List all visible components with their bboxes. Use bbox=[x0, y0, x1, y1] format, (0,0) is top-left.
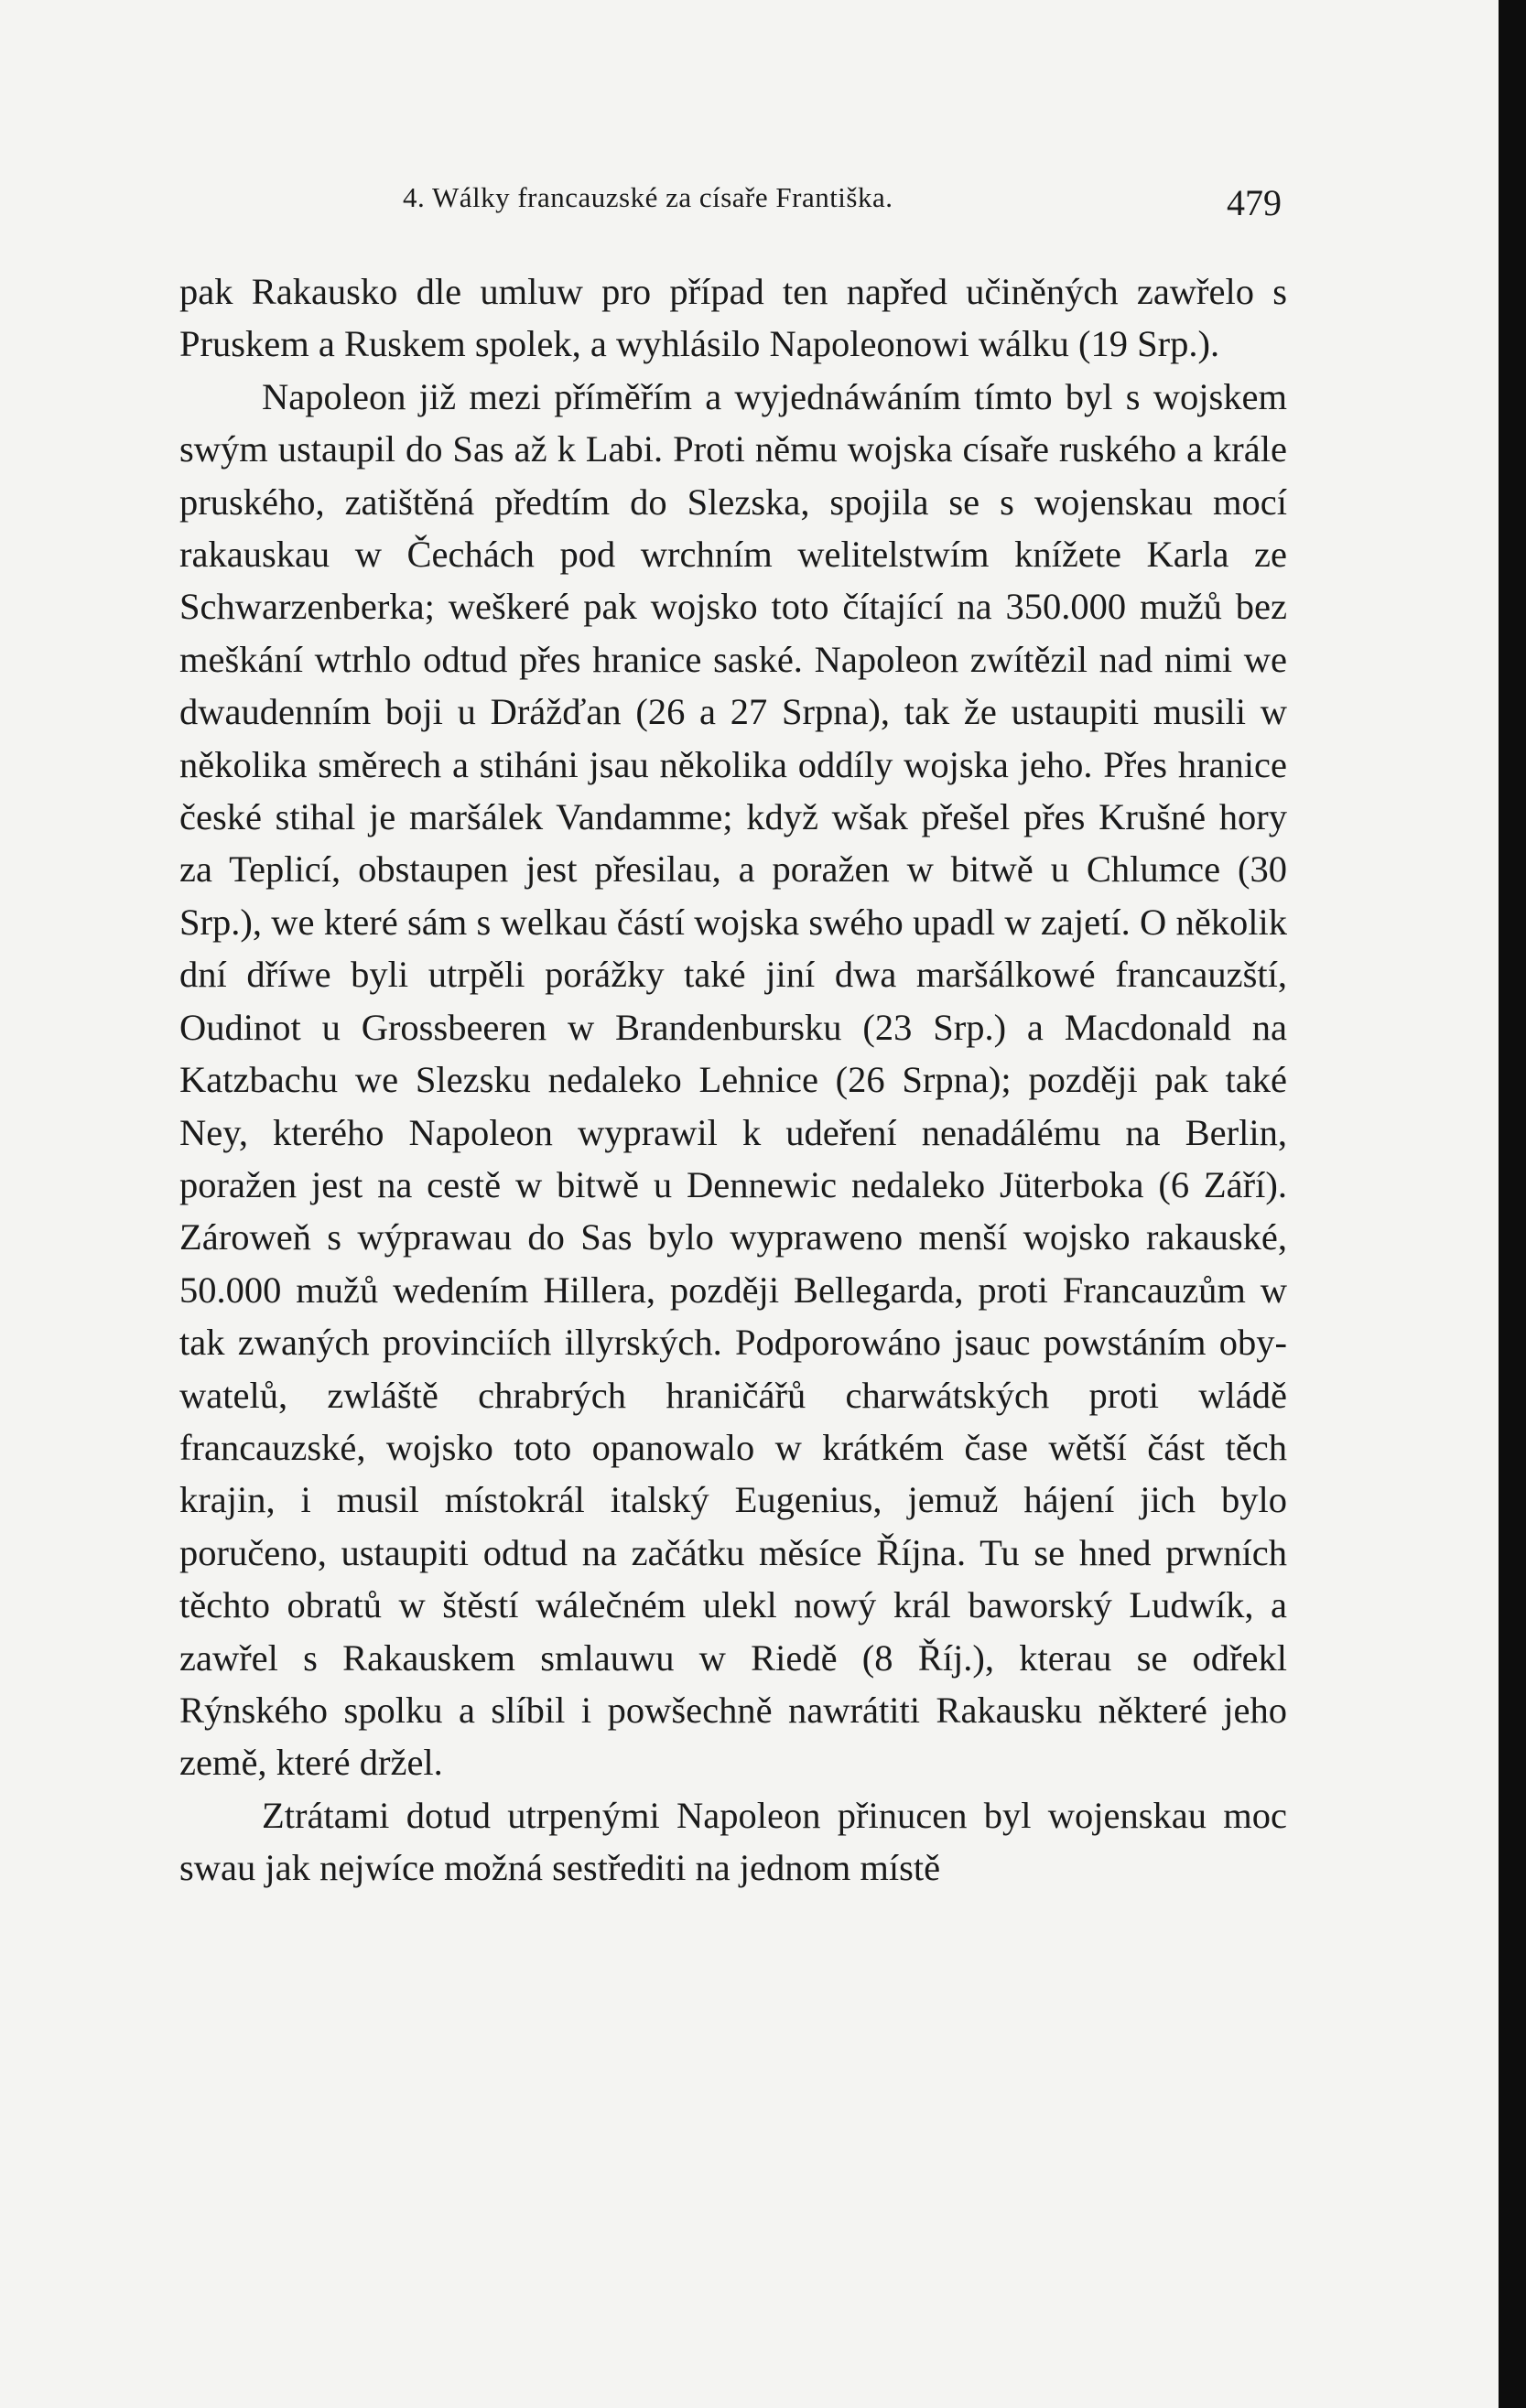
body-text bbox=[179, 265, 1287, 1895]
paragraph-continuation: pak Rakausko dle umluw pro případ ten napřed učiněných zawřelo s Pruskem a Ruskem spolek, a wyhlásilo Napoleonowi wálku (19 Srp.). bbox=[179, 271, 1287, 365]
page-number: 479 bbox=[1227, 182, 1282, 223]
paragraph-losses: Ztrátami dotud utrpenými Napoleon přinucen byl wojenskau moc swau jak nejwíce možná sestřediti na jednom místě bbox=[179, 1794, 1287, 1889]
scan-edge bbox=[1499, 0, 1526, 2408]
paragraph-napoleon-campaign: Napoleon již mezi příměřím a wyjednáwáním tímto byl s wojskem swým ustaupil do Sas až k Labi. Proti němu wojska císaře ruského a krále pruského, zatištěná předtím do Slezska, spojila se s wojenskau mocí rakauskau w Čechách pod wrchním welitelstwím knížete Karla ze Schwarzenberka; weškeré pak wojsko toto čítající na 350.000 mužů bez meškání wtrhlo odtud přes hranice saské. Napoleon zwítězil nad nimi we dwaudenním boji u Drážďan (26 a 27 Srpna), tak že ustaupiti musili w několika směrech a stiháni jsau několika oddíly wojska jeho. Přes hranice české stihal je maršálek Vandamme; když wšak přešel přes Krušné hory za Teplicí, obstaupen jest přesilau, a poražen w bitwě u Chlumce (30 Srp.), we které sám s welkau částí wojska swého upadl w zajetí. O několik dní dříwe byli utrpěli porážky také jiní dwa maršálkowé francauzští, Oudinot u Grossbeeren w Brandenbursku (23 Srp.) a Macdonald na Katzbachu we Slezsku nedaleko Lehnice (26 Srpna); později pak také Ney, kterého Napoleon wyprawil k udeření nenadálému na Berlin, poražen jest na cestě w bitwě u Dennewic nedaleko Jüterboka (6 Září). Zároweň s wýprawau do Sas bylo wypraweno menší wojsko rakauské, 50.000 mužů wedením Hillera, později Bellegarda, proti Francauzům w tak zwaných provinciích illyrských. Podporowáno jsauc powstáním obywatelů, zwláště chrabrých hraničářů charwátských proti wládě francauzské, wojsko toto opanowalo w krátkém čase wětší část těch krajin, i musil místokrál italský Eugenius, jemuž hájení jich bylo poručeno, ustaupiti odtud na začátku měsíce Října. Tu se hned prwních těchto obratů w štěstí wálečném ulekl nowý král baworský Ludwík, a zawřel s Rakauskem smlauwu w Riedě (8 Říj.), kterau se odřekl Rýnského spolku a slíbil i powšechně nawrátiti Rakausku některé jeho země, které držel. bbox=[179, 375, 1287, 1784]
page-header bbox=[403, 181, 1282, 232]
running-head: 4. Wálky francauzské za císaře Františka. bbox=[403, 181, 893, 213]
